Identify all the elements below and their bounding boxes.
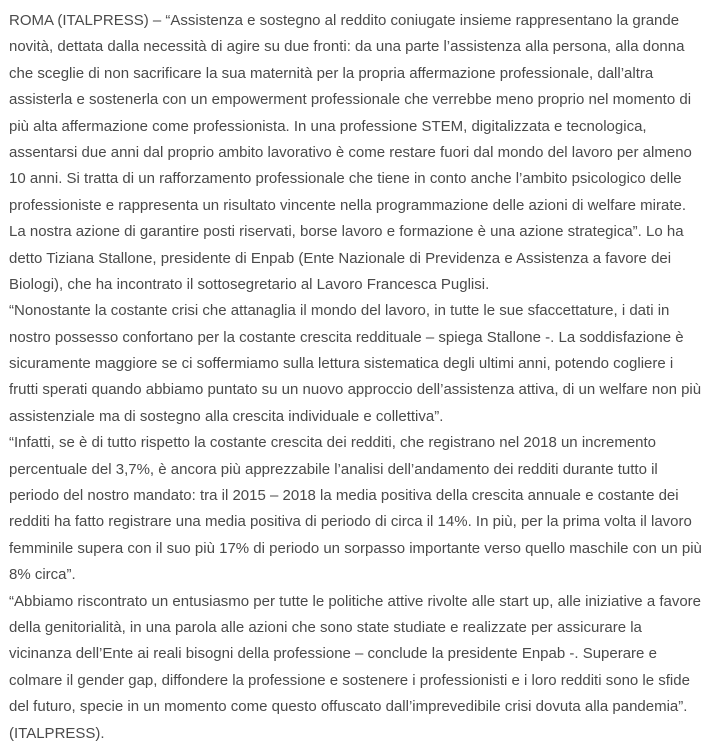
article-line: novità, dettata dalla necessità di agire su due fronti: da una parte l’assistenza alla persona, alla donna <box>9 38 685 56</box>
article-line: professioniste e rappresenta un risultato vincente nella programmazione delle azioni di welfare mirate. <box>9 196 687 214</box>
article-line: nostro possesso confortano per la costante crescita reddituale – spiega Stallone -. La soddisfazione è <box>9 328 684 346</box>
article-line: 10 anni. Si tratta di un rafforzamento professionale che tiene in conto anche l’ambito psicologico delle <box>9 170 682 188</box>
article-line: assistenziale ma di sostegno alla crescita individuale e collettiva”. <box>9 407 444 425</box>
article-line: della genitorialità, in una parola alle azioni che sono state studiate e realizzate per assicurare la <box>9 618 642 636</box>
article-line: detto Tiziana Stallone, presidente di Enpab (Ente Nazionale di Previdenza e Assistenza a favore dei <box>9 249 672 267</box>
article-line: del futuro, specie in un momento come questo offuscato dall’imprevedibile crisi dovuta alla pandemia”. <box>9 698 688 716</box>
article-line: assentarsi due anni dal proprio ambito lavorativo è come restare fuori dal mondo del lavoro per almeno <box>9 143 692 161</box>
article-line: 8% circa”. <box>9 566 76 584</box>
article-line: che sceglie di non sacrificare la sua maternità per la propria affermazione professionale, dall’altra <box>9 64 654 82</box>
article-line: “Infatti, se è di tutto rispetto la costante crescita dei redditi, che registrano nel 2018 un incremento <box>9 434 657 452</box>
article-line: vicinanza dell’Ente ai reali bisogni della professione – conclude la presidente Enpab -. Superare e <box>9 645 657 663</box>
article-line: ROMA (ITALPRESS) – “Assistenza e sostegno al reddito coniugate insieme rappresentano la grande <box>9 12 680 29</box>
article-line: periodo del nostro mandato: tra il 2015 – 2018 la media positiva della crescita annuale e costante dei <box>9 487 679 505</box>
article-line: redditi ha fatto registrare una media positiva di periodo di circa il 14%. In più, per la prima volta il lavoro <box>9 513 692 531</box>
article-line: assisterla e sostenerla con un empowerment professionale che verrebbe meno proprio nel momento di <box>9 91 692 109</box>
article-line: sicuramente maggiore se ci soffermiamo sulla lettura sistematica degli ultimi anni, potendo cogliere i <box>9 355 674 373</box>
article-line: più alta affermazione come professionista. In una professione STEM, digitalizzata e tecnologica, <box>9 117 647 135</box>
article-line: colmare il gender gap, diffondere la professione e sostenere i professionisti e i loro redditi sono le sfide <box>9 671 690 689</box>
article-line: femminile supera con il suo più 17% di periodo un sorpasso importante verso quello maschile con un più <box>9 539 702 557</box>
article-line: (ITALPRESS). <box>9 724 105 742</box>
article-line: percentuale del 3,7%, è ancora più apprezzabile l’analisi dell’andamento dei redditi durante tutto il <box>9 460 658 478</box>
article-line: frutti sperati quando abbiamo puntato su un nuovo approccio dell’assistenza attiva, di un welfare non più <box>9 381 702 399</box>
article-line: “Nonostante la costante crisi che attanaglia il mondo del lavoro, in tutte le sue sfaccettature, i dati in <box>9 302 670 320</box>
article-line: “Abbiamo riscontrato un entusiasmo per tutte le politiche attive rivolte alle start up, alle iniziative a favore <box>9 592 702 610</box>
article-line: La nostra azione di garantire posti riservati, borse lavoro e formazione è una azione strategica”. Lo ha <box>9 223 684 241</box>
article-line: Biologi), che ha incontrato il sottosegretario al Lavoro Francesca Puglisi. <box>9 275 490 293</box>
